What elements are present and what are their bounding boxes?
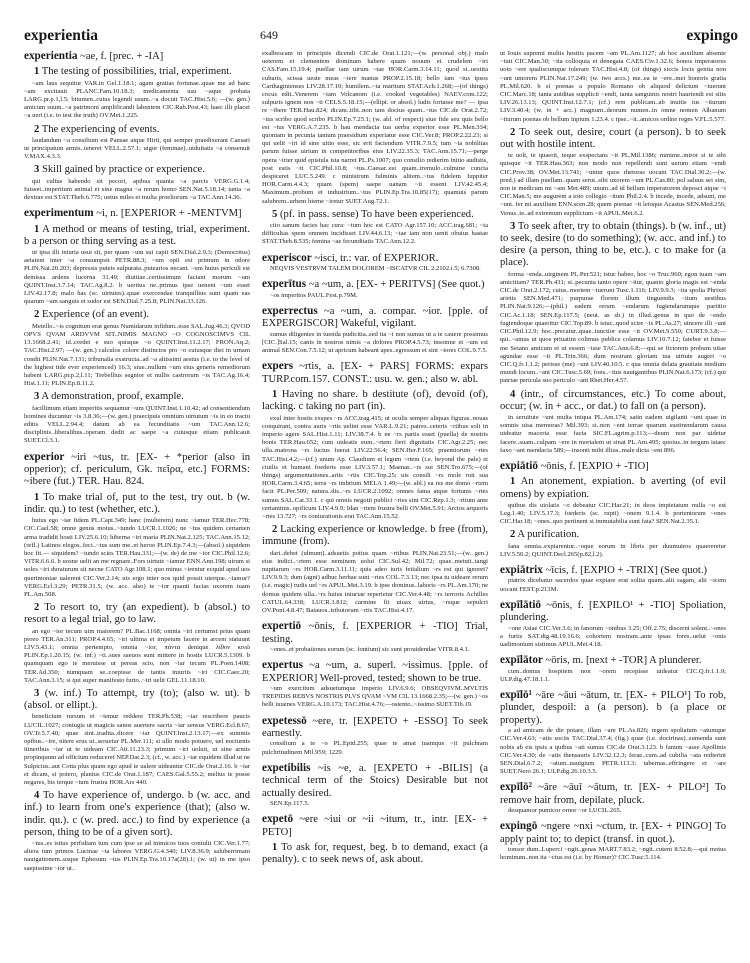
headword: experītus: [262, 278, 307, 291]
entry-head: [24, 50, 250, 63]
definition-text: An atonement, expiation. b averting (of evil omens) by expiation.: [500, 476, 726, 500]
sense-definition: [500, 529, 726, 541]
citations: Metello..~is cognitum erat genus Numidarum infidum..esse SAL.Jug.46.3; QVOD OPVS QVAM ARDVVM SIT..NIMIS MAGNO ~O COGNOSCIMVS CIL 13.1668.2.41; id..credet e suo quisque ~o QUINT.Inst.11.2.17; FRON.Aq.2; TAC.Hist.2.97; —(w. gen.) calculos colore distinctos pro ~o cuiusque diei in urnam condit PLIN.Nat.7.131; tribunalia exstructa..ad ~a altissimi aestus (i.e. to the level of the highest tide ever experienced) 16.3; siue..nullum ~um eius generis remediorum habent LARG.pr.p.2,l.11; Trebellius segnior et nullis castrorum ~is TAC.Ag.16.4; Hist.1.11; PLIN.Ep.8.11.2.: [24, 322, 250, 388]
sense-definition: [24, 602, 250, 626]
sense-definition: [262, 389, 488, 413]
definition-text: Lacking experience or knowledge. b free (from), immune (from).: [262, 524, 488, 548]
left-guide-word: experientia: [24, 27, 99, 44]
grammar-info: ~iri ~tus, tr. [EX- + *perior (also in opperior); cf. periculum, Gk. πεῖρα, etc.] FORMS: ~ibere (fut.) TER. Hau. 824.: [24, 451, 250, 488]
definition-text: A purification.: [517, 529, 580, 541]
sense-number: 3: [34, 164, 40, 176]
sense-definition: [500, 127, 726, 151]
entry-head: [24, 207, 250, 220]
citations: a ad amicam de die potare, illam ~are PL.As.826; regem spoliatum ~atumque CIC.Ver.4.63; ~atis sociis TAC.Dial.37.4; (fig.) quae (i.e. doctrinas)..sumenda sunt nobis ab eis ipsis a quibus ~ati sumus CIC.de Orat.3.123. b fanum ~asse Apollinis CIC.Ver.4.30; de ~atis thensauris LIV.32.12.3; ferae..cum..ad cubilia ~ata redierint SEN.Dial.6.7.2; ~atum..nauigium PETR.113.3; tabernas..effringere et ~are SUET.Nero 26.1; ULP.dig.26.10.3.5.: [500, 727, 726, 776]
definition-text: (intr., of circumstances, etc.) To come about, occur; (w. in + acc., or dat.) to fall on (a person).: [500, 388, 726, 412]
citations: fana omnia..expiarentur..~oque eorum in libris per duumuiros quaereretur LIV.5.50.2; QUINT.Decl.265(p.82,l.2).: [500, 542, 726, 558]
page-number: 649: [260, 28, 278, 42]
dictionary-entry: [500, 654, 726, 684]
grammar-info: ~ōris, m. [next + -TOR] A plunderer.: [545, 655, 702, 667]
sense-definition: [262, 524, 488, 548]
dictionary-entry: [24, 207, 250, 445]
sense-number: 1: [34, 66, 40, 78]
column-left: [24, 50, 250, 963]
definition-text: To have experience of, undergo. b (w. acc. and inf.) to learn from one's experience (that); (also w. indir. qu.). c (w. pred. acc.) to find by experience (a person, thing to be of a given sort).: [24, 790, 250, 838]
citations: facillimum etiam imperitis sequamur ~um QUINT.Inst.1.10.42; ad consentiendum homines ducuntur ~is 3.8.36;—(w. gen.) praecipuis omnium uirtutum ~is in eo tractu editis VELL.2.94.4; datum ab ea fecunditatis ~um TAC.Ann.12.6; disciplinis..liberalibus..operam dedit ac saepe ~a cuiusque etiam publicauit SUET.Cl.3.1.: [24, 404, 250, 445]
definition-text: Having no share. b destitute (of), devoid (of), lacking. c taking no part (in).: [262, 389, 488, 413]
headword: expertiō: [262, 620, 302, 633]
entry-head: [262, 278, 488, 291]
headword: experiscor: [262, 251, 312, 264]
sense-definition: [262, 842, 488, 866]
sense-definition: [24, 492, 250, 516]
definition-text: To seek after, try to obtain (things). b (w. inf., ut) to seek, desire (to do something); (w. acc. and inf.) to desire (a person, thing to be, etc.). c to make for (a place).: [500, 220, 726, 269]
grammar-info: ~ōnis, f. [EXPILO¹ + -TIO] Spoliation, plundering.: [500, 599, 726, 624]
definition-text: A method or means of testing, trial, experiment. b a person or thing serving as a test.: [24, 223, 250, 247]
entry-continuation: [262, 50, 488, 247]
entry-head: [500, 599, 726, 625]
definition-text: To ask for, request, beg. b to demand, exact (a penalty). c to seek news of, ask about.: [262, 842, 488, 866]
headword: experrectus: [262, 304, 318, 317]
citations: ~one Asiae CIC.Ver.3.6; in fanorum ~onibus 3.25; Off.2.75; discerni solent..~ones a furtis SAT.dig.48.19.16.6; cohortem nostram..ante ipsas fores..uelut ~onis uadimonium sistimus APUL.Met.4.18.: [500, 624, 726, 648]
citations: ~os imperitos PAUL.Fest.p.79M.: [270, 291, 358, 299]
dictionary-entry: [24, 50, 250, 202]
dictionary-entry: [500, 820, 726, 862]
sense-number: 2: [510, 126, 516, 138]
dictionary-entry: [262, 278, 488, 300]
headword: expetō: [262, 813, 294, 826]
entry-head: [262, 715, 488, 741]
grammar-info: ~āre ~āui ~ātum, tr. [EX- + PILO¹] To rob, plunder, despoil: a (a person). b (a place or property).: [500, 690, 726, 726]
definition-text: To make trial of, put to the test, try out. b (w. indir. qu.) to test (whether, etc.).: [24, 491, 250, 515]
definition-text: (pf. in pass. sense) To have been experienced.: [279, 208, 474, 220]
sense-number: 1: [272, 389, 278, 401]
citations: beneficium rursum ei ~iemur reddere TER.Ph.538; ~iar rescribere paucis LUCIL.1027; coniugis ut magicis sanos auertere sacris ~iar sensus VERG.Ecl.8.67; OV.Tr.5.7.40; quae sint..tradita..dicere ~iar QUINT.Inst.2.13.17;—ex summis opibus..~ire, nitere erus ut..seruetur PL.Mer.111; si ullo modo potuero, uel nocturnis itineribus ~iar ut te uideam CIC.Att.11.23.3; primum ~iri uoluit, ut sine armis propinquum ad officium reduceret NEP.Dat.2.3; (cf., w. acc.) ~iar equidem illud ut ne Sulpicius..aut Cotta plus quam ego apud te ualere uideantur CIC.de Orat.2.16. b ~iar et dicam, si potero, planius CIC.de Orat.1.187; CAES.Gal.5.55.2; melius te posse negares, bis terque ~tum frustra HOR.Ars 440.: [24, 713, 250, 787]
sense-number: 2: [34, 123, 40, 135]
running-head: [24, 27, 738, 47]
headword: experimentum: [24, 207, 94, 220]
citations: laudandum ~a consilium est Pansae atque Hirti, qui semper praedixerant Caesari ut principatum armis..teneret VELL.2.57.1; uigor (feminae)..uiduitatis ~a consenuit V.MAX.4.3.3.: [24, 136, 250, 161]
headword: expīlātor: [500, 654, 543, 667]
citations: exalbescam in principiis dicendi CIC.de Orat.1.121;—(w. personal obj.) malo ueterem et clementem dominum habere quam nouum et crudelem ~iri CAS.Fam.15.19.4; puellae iam uirum ~tae HOR.Carm.3.14.11; quod si..uestita cubaris, scissa ueste meas ~iere manus PROP.2.15.18; bello iam ~tus ipsos Carthaginienses LIV.28.17.10; humilem..~ta maritum STAT.Ach.1.268;—(of things) cocus edit..Venerem ~tam Volcanom (i.e. cooked vegetables) NAEV.com.122; sulpuris ignem non ~ti CELS.5.18.15;—(ellipt. or absol.) ludis fortasse me? — ipsa re ~ibere TER.Hau.824; dicam..tibi..non tam doctus quam..~tus CIC.de Orat.2.72; ~tus scribo quod scribo PLIN.Ep.7.25.1; (w. abl. of respect) siue fide seu quis bello est ~tus VERG.A.7.235. b hau mendacia tua uerba experior esse PL.Men.334; quoniam in pecunia tantum praesidium experiatur esse CIC.Ver.8; PROP.2.22.23; si qui uelit ~iri id sine uitio esse, sic erit faciendum VITR.7.9.5; tum ~ta nobilitas parum fuisse uirium in competitoribus eius LIV.22.35.3; TAC.Ann.15.71;—perge opera ~irier quid epistula ista narret PL.Ps.1007; quo consilio redierim initio audistis, post estis ~ti CIC.Phil.10.8; ~tus..Caesar..est quam..tremulo..culmine cuncta despiceret LUC.5.249. c ministrum fulminis alitem..~tus fidelem Iuppiter HOR.Carm.4.4.3; quam (spem) saepe uanam ~ti essent LIV.42.45.4; Maximum..probum et industrium..~tus PLIN.Ep.Tra.10.85(17); quamuis parum salubrem..urbem hieme ~iretur SUET.Aug.72.1.: [262, 50, 488, 205]
grammar-info: ~ngere ~nxi ~ctum, tr. [EX- + PINGO] To apply paint to; to depict (transf. in quot.).: [500, 821, 726, 845]
citations: huius ego ~iar fidem PL.Capt.349; hanc (mulierem) nunc ~iamur TER.Hec.778; CIC.Cael.58; omne genus motus..~iundo LUCR.1.1026; ne ~tus quidem certamen arma tradidit hosti LIV.25.6.10; hiberna ~iri maria PLIN.Nat.2.125; TAC.Ann.15.12; (refl.) Latinos elegos..feci..~tus sum me..et heroo PLIN.Ep.7.4.3;—(absol.) siquidem hoc fit.— siquidem? ~iundo scies TER.Hau.331;—(w. de) de me ~ior CIC.Phil.12.6; VITR.6.6.6. b uosne uelit an me regnare..Fors uirtute ~iamur ENN.Ann.198; uirum si uoles ~iri duraturum sit necne CATO Agr.108.1; quo minus ~irentur ecquid apud uos querimoniae ualerent CIC.Ver.2.14; uis ergo inter nos quid possit uterque..~iamur? VERG.Ecl.3.29; PETR.31.5; (w. acc. also) te ~ior quanti facias uxorem tuam PL.Am.508.: [24, 517, 250, 598]
citations: piatrix dicebatur sacerdos quae expiare erat solita quam..alii sagam, alii ~icem uocant FEST.p.213M.: [500, 577, 726, 593]
headword: expīlō¹: [500, 689, 532, 702]
citations: ~um exercitum adsuetumque imperio LIV.6.9.6; OBSEQVIVM..MVLTIS TREPIDIS REBVS NOSTRIS PLVS QVAM ~VM CIL 13.1668.2.35;—(w. gen.) ~os belli iuuenes VERG.A.10.173; TAC.Hist.4.76;—ostento..~issimo SUET.Tib.19.: [262, 685, 488, 709]
citations: in seruitute ~unt multa iniqua PL.Am.174; satin eadem uigilanti ~unt quae in somnis uisa memoras? Mil.393; si..non ~ent terrae quarum sustinendarum causa uideatur maceria esse facta SIC.FL.agrim.p.113;—deum non par uidetur facere..suam..culpam ~ere in mortalem ut sinat PL.Am.495; quoius..in tergum istaec faxo ~ant mendacia 589;—insonti mihi illius..male dicta ~ent 896.: [500, 413, 726, 454]
entry-head: [262, 813, 488, 839]
citations: ~am laus sequitur VAR.in Gel.1.18.1; agam gratias fortunae..quae me ad hanc ~am excitauit PLANC.Fam.10.18.3; medicamenta usu ~aque probata LARG.pr.p.1,l.5; bitumen..cuius legendi usum..~a docuit TAC.Hist.5.6; —(w. gen.) amicum suum..~a patrimoni amplificandi labentem CIC.Rab.Post.43; haec illi placet ~a ueri (i.e. to test the truth) OV.Met.1.225.: [24, 79, 250, 120]
citations: cum..domus hospitem non ~orem recepisse uideatur CIC.Q.fr.1.1.9; ULP.dig.47.18.1.1.: [500, 667, 726, 683]
dictionary-entry: [262, 252, 488, 274]
entry-head: [500, 781, 726, 807]
grammar-info: ~a ~um, a. compar. ~ior. [pple. of EXPERGISCOR] Wakeful, vigilant.: [262, 305, 488, 330]
citations: NEQVIS VESTRVM TALEM DOLOREM ~ISCATVR CIL 2.2102.i.5; 6.7308.: [270, 265, 481, 273]
headword: experientia: [24, 50, 78, 62]
dictionary-entry: [500, 599, 726, 649]
columns: [24, 50, 738, 963]
sense-definition: [24, 66, 250, 78]
sense-definition: [500, 221, 726, 270]
sense-definition: [24, 391, 250, 403]
entry-head: [500, 689, 726, 727]
headword: expertus: [262, 659, 304, 672]
dictionary-entry: [500, 689, 726, 776]
citations: sumus diligentes in tuenda pudicitia..sed ita ~i non sumus ut a te cauere possimus [CIC.]Sal.15; canis in nostros nimis ~a dolores PROP.4.5.73; insomne et ~um est animal SEN.Con.7.5.12; ut apricum habeant apes..egressum et sint ~iores COL.9.7.5.: [262, 330, 488, 355]
citations: ~ones..et probationes eorum (sc. fontium) sic sunt prouidendae VITR.8.4.1.: [270, 646, 470, 654]
sense-definition: [24, 164, 250, 176]
entry-head: [262, 659, 488, 685]
sense-definition: [24, 124, 250, 136]
grammar-info: ~is ~e, a. [EXPETO + -BILIS] (a technical term of the Stoics) Desirable but not actually desired.: [262, 762, 488, 799]
sense-definition: [262, 209, 488, 221]
sense-definition: [24, 688, 250, 712]
dictionary-entry: [24, 451, 250, 873]
headword: expīlātiō: [500, 598, 542, 611]
sense-number: 1: [272, 842, 278, 854]
definition-text: To seek out, desire, court (a person). b to seek out with hostile intent.: [500, 126, 726, 151]
grammar-info: ~āre ~āuī ~ātum, tr. [EX- + PILO²] To remove hair from, depilate, pluck.: [500, 782, 726, 806]
sense-number: 4: [510, 388, 516, 400]
sense-definition: [24, 790, 250, 839]
sense-number: 3: [34, 391, 40, 403]
entry-head: [262, 620, 488, 646]
definition-text: To resort to, try (an expedient). b (absol.) to resort to a legal trial, go to law.: [24, 602, 250, 626]
entry-head: [24, 451, 250, 489]
headword: expers: [262, 360, 294, 373]
sense-number: 1: [34, 223, 40, 235]
sense-definition: [24, 224, 250, 248]
sense-definition: [24, 309, 250, 321]
citations: tonsor dum..Luperci ~ngit..genas MART.7.83.2; ~ngit..cutem 8.52.8;—qui motus hominum..non ita ~ctus est (i.e. by Homer)? CIC.Tusc.5.114.: [500, 846, 726, 862]
definition-text: Skill gained by practice or experience.: [41, 164, 205, 176]
dictionary-entry: [262, 305, 488, 355]
entry-head: [262, 360, 488, 386]
citations: forma ~enda..uirginem PL.Per.521; istuc habeo, hoc ~o Truc.960; egon tuam ~am amicitiam? TER.Ph.431; si..pecunia tanto opere ~itur, quanto gloria magis est ~enda CIC.de Orat.2.172; cuius..mortem ~iuerunt Tusc.1.116; LIV.9.9.3; ~ita spolia Phrixei arietis SEN.Med.471; purpurae florem illum tinguendis ~itum uestibus PLIN.Nat.9.126;—(phil.) eadem rerum ~endarum fugiendarumque partitio CIC.Ac.1.18; SEN.Ep.117.5; (neut. as sb.) in illud..genus in quo de ~endo fugiendoque quaeritur CIC.Top.89. b istuc..quod scire ~is PL.As.27; uincere illi ~unt CIC.Phil.12.9; hoc..precatur..quae..iunctior esse ~it OV.Met.9.550; CURT.9.3.8;—qui..~amus ut quos priuatim colimus publice colamus LIV.10.7.12; fatebor et fuisse me Seiano amicum et ut essem ~isse TAC.Ann.6.8;—qui se fictorem probum uitae agundae esse ~it PL.Trin.366; dum nostram gloriam tua uirtute augeri ~o CIC.Q.fr.1.1.2; perisse (me) ~unt LIV.40.10.5. c qua omnia delata grauitate medium mundi locum..~ant CIC.Tusc.5.69; fons..~itus nauigantibus PLIN.Nat.6.173; (cf.) qui patriae pericula suo periculo ~ant Rhet.Her.4.57.: [500, 270, 726, 385]
dictionary-entry: [262, 715, 488, 757]
grammar-info: ~rtis, a. [EX- + PARS] FORMS: expars TURP.com.157. CONST.: usu. w. gen.; also w. abl.: [262, 361, 488, 385]
citations: te uolt, te quaerit, teque exspectans ~it PL.Mil.1386; minime..miror si te sibi quisque ~it TER.Hau.363; non modo non repellendi sunt uerum etiam ~endi CIC.Prov.38; OV.Met.13.741; ~untur quos rhetoras uocant TAC.Dial.30.2;—(w. pred.) ad illam puellam..quam serui..sibi uxorem ~unt PL.Cas.80; pol saluus sei sim, non te medicum mi ~am Mer.489; unum..ad id bellum imperatorem deposci atque ~i CIC.Man.5; me augurem a toto collegio ~itum Phil.2.4. b incede, incede, adsunt, me ~unt. fer mi auxilium ENN.scen.28; quem poenae ~it letoque Acastus SEN.Med.256; Venus..te..ad extremum supplicium ~it APUL.Met.6.2.: [500, 152, 726, 217]
citations: cito sanum facies hac cura: ~tum hoc est CATO Agr.157.10; ACC.trag.681; ~ta difficultas spem omnem incidisset LIV.44.6.13; ~tae iam non uenit obuius hastae STAT.Theb.8.535; femina ~ae fecunditatis TAC.Ann.12.2.: [262, 222, 488, 246]
grammar-info: ~isci, tr.: var. of EXPERIOR.: [314, 252, 439, 264]
definition-text: A demonstration, proof, example.: [41, 391, 184, 403]
citations: exul inter hostis exspes ~rs ACC.trag.415; ut oculis semper aliquas figuras..nouas conquirant, contra auris ~rtis uelint esse VAR.L.9.21; patres..ceteris ~rtibus soli in imperio agere SAL.Hist.1.11; LIV.38.7.4. b ne ~rs partis esset (puella) de nostris bonis TER.Hau.652; cum uideatis eum..~rtem fieri dignitatis CIC.Agr.2.25; nec ulla..matrona ~rs luctus fuerat LIV.22.56.4; SEN.Her.F.165; praemiorum ~rtes TAC.Hist.4.2;—(cf.) unum Ap. Claudium et legum ~rtem (i.e. beyond the pale) et ciuilis et humani foederis esse LIV.3.57.1; Maenas..~rs sui SEN.Tro.675;—(of things) argumentationes..artis ~rtis CIC.Top.25; uis consili ~rs mole ruit sua HOR.Carm.3.4.65; terra ~rs imbrium MELA 1.49;—(w. abl.) ea res me domo ~rtem facit PL.Per.509; natura..dis..~rs LUCR.2.1092; omnes fama atque fortunis ~rtes sumus SAL.Cat.33.1. c qui omnis negotii publici ~rtes sint CIC.Rep.1.3; ~rtium ante certaminis..opificum LIV.4.9.9; Idan ~rtem frustra belli OV.Met.5.91; Arctos arquoris ~rtes 13.727; ~rs coniurationis erat TAC.Ann.15.52.: [262, 414, 488, 520]
entry-continuation: [500, 50, 726, 455]
grammar-info: ~ae, f. [prec. + -IA]: [80, 51, 164, 62]
column-right: [500, 50, 726, 963]
grammar-info: ~ōnis, f. [EXPIO + -TIO]: [540, 460, 649, 472]
sense-number: 5: [272, 208, 278, 220]
sense-number: 4: [34, 790, 40, 802]
grammar-info: ~ere ~iui or ~ii ~itum, tr., intr. [EX- + PETO]: [262, 814, 488, 838]
grammar-info: ~a ~um, a. superl. ~issimus. [pple. of EXPERIOR] Well-proved, tested; shown to be true.: [262, 660, 488, 684]
headword: expingō: [500, 820, 538, 833]
entry-head: [262, 252, 488, 265]
grammar-info: ~īcis, f. [EXPIO + -TRIX] (See quot.): [545, 564, 708, 576]
sense-definition: [500, 389, 726, 413]
definition-text: The testing of possibilities, trial, experiment.: [41, 66, 232, 78]
definition-text: The experiencing of events.: [41, 123, 160, 135]
right-guide-word: expingo: [686, 27, 738, 44]
dictionary-entry: [262, 360, 488, 615]
headword: expetessō: [262, 714, 307, 727]
entry-head: [500, 460, 726, 473]
column-middle: [262, 50, 488, 963]
sense-number: 2: [272, 524, 278, 536]
citations: an ego ~ior tecum uim maiorem? PL.Bac.1168; omnia ~iri certumst prius quam pereo TER.An.311; PROP.4.4.65; ~iri ultima et impetum facere in arcem statuunt LIV.5.43.1; omnia pertempto, omnia ~ior, πάντα denique λίθον κινῶ PLIN.Ep.1.20.15; (w. inf.) ~ti..sues saeuos sunt mittere in hostis LUCR.5.1309. b quamquam ego te meruisse ut pereas scio, non ~iar tecum PL.Poen.1408; TER.Ad.350; numquam se..coepisse de tantis iniuriis ~iri CIC.Caec.20; TAC.Ann.3.15; si qui super manifesto furto..~iri uelit GEL.11.18.10.: [24, 627, 250, 684]
citations: quibus dis uiolatis ~o debeatur CIC.Har.21; in deos impietatum nulla ~o est Leg.1.40; LIV.5.17.3; foederis (sc. rupti) ~onem 9.1.4. b portentorum ~ones CIC.Har.18; ~ones..quo pertinent si immutabilia sunt fata? SEN.Nat.2.35.1.: [500, 501, 726, 526]
dictionary-entry: [262, 762, 488, 808]
grammar-info: ~i, n. [EXPERIOR + -MENTVM]: [96, 208, 242, 220]
sense-number: 1: [510, 476, 516, 488]
dictionary-entry: [262, 659, 488, 709]
headword: expetibilis: [262, 761, 311, 774]
dictionary-entry: [500, 564, 726, 594]
dictionary-entry: [262, 620, 488, 654]
dictionary-entry: [500, 460, 726, 559]
headword: experior: [24, 450, 65, 463]
grammar-info: ~a ~um, a. [EX- + PERITVS] (See quot.): [308, 279, 485, 291]
entry-head: [500, 654, 726, 667]
citations: SEN.Ep.117.5.: [270, 800, 310, 808]
dictionary-entry: [262, 813, 488, 866]
citations: consilium a te ~o PL.Epid.255; quae te amat tuamque ~it pulchram pulchritudinem Mil.959; 1229.: [262, 740, 488, 756]
grammar-info: ~ōnis, f. [EXPERIOR + -TIO] Trial, testing.: [262, 621, 488, 645]
citations: qui cultus habendo sit pecori, apibus quanta ~a parcis VERG.G.1.4; fuisset..imperitum animal et sine magna ~a rerum homo SEN.Nat.5.18.14; tanta ~a dextrae est STAT.Theb.6.775; uetus miles et multa proeliorum ~a TAC.Ann.14.36.: [24, 177, 250, 202]
definition-text: Experience (of an event).: [41, 309, 150, 321]
headword: expiātiō: [500, 459, 538, 472]
citations: ~tus..es istius perfidiam tum cum ipse se ad inimicos tuos contulit CIC.Ver.1.77; altera tum primos Lucinae ~ta labores VERG.G.4.340; LIV.8.36.9; saluberrimam nauigationem..usque Ephesum ~tus PLIN.Ep.Tra.10.17a(28).1; (w. ut) in me ipso saepissime ~ior ut..: [24, 840, 250, 872]
entry-head: [262, 305, 488, 331]
sense-number: 3: [34, 688, 40, 700]
dictionary-entry: [500, 781, 726, 815]
definition-text: (w. inf.) To attempt, try (to); (also w. ut). b (absol. or ellipt.).: [24, 688, 250, 712]
sense-definition: [500, 476, 726, 500]
citations: dari..debet (ulmum)..adsuetis potius quam ~rtibus PLIN.Nat.23.51;—(w. gen.) eius indici..~rtem esse neminem uolui CIC.Sul.42; Mil.72; quae..metuit..tangi nuptiarum ~rs HOR.Carm.3.11.11; quis adeo iuris fetialium ~rs est qui ignoret? LIV.9.9.3; dum (agni) adhuc herbae sunt ~rtes COL.7.3.13; nec ipsa tu uideare rerum (i.e. magic) rudis uel ~rs APUL.Met.3.19. b ipse dominus..laboris ~rs PL.Am.170; ne domus quidem ulla..~rs huius iniuriae reperietur CIC.Ver.4.48; ~rs terroris Achilles CATUL.64.338; LUCR.3.812; carmine fit uiuax uirtus, ~rsque sepulcri OV.Pont.4.8.47; Batauos..tributorum ~rtis TAC.Hist.4.17.: [262, 549, 488, 614]
sense-number: 2: [510, 529, 516, 541]
citations: ut ipsa illi iniuria usui sit, per quam ~um sui capit SEN.Dial.2.9.3; (Democritus) aetatem inter ~a consumpsit PETR.88.3; ~um opii est primum in odore PLIN.Nat.20.203; depressis puteis sulpurata..putearios necant. ~um huius periculi est demissa ardens lucerna 31.49; diuitiae..certissimum faciant morum ~um QUINT.Inst.3.7.14; TAC.Ag.8.2. b ueritus ne..primus ipse ueneni ~um esset LIV.42.17.8; malo has (sc. uirtutes)..quae exercendae tranquillius sunt quam eas quarum ~um sanguis et sudor est SEN.Dial.7.25.8; PLIN.Nat.33.126.: [24, 249, 250, 306]
headword: expiātrix: [500, 563, 543, 576]
entry-head: [500, 820, 726, 846]
citations: ut Iouis supremi multis hostiis pacem ~am PL.Am.1127; ab hoc auxilium absente ~iuit CIC.Man.30; ~ita colloquia et denegata CAES.Civ.1.32.6; bonos imperatores uoto ~ere qualiscumque tolerare TAC.Hist.4.8; (of things) siccis locis genita non ~unt umorem PLIN.Nat.17.249; (w. two accs.) me..ea te ~ere..mei honoris gratia PL.Mil.620. b si poenas a populo Romano ob aliquod delictum ~iuerunt CIC.Marc.18; tanta auiditas supplicii ~endi, tanta sanguinis nostri hauriendi est sitis LIV.26.13.13; QUINT.Inst.12.7.1; (cf.) rem publicam..ab inuitis ius ~iturum LIV.3.40.4; (w. in + acc.) magnum..deorum numen..in omne nomen Albanum ~iturum poenas ob bellum inpium 1.23.4. c ipse..~it..amicos ordine reges V.FL.5.577.: [500, 50, 726, 123]
sense-number: 2: [34, 309, 40, 321]
grammar-info: ~ere, tr. [EXPETO + -ESSO] To seek earnestly.: [262, 715, 488, 740]
sense-number: 3: [510, 220, 516, 232]
headword: expīlō²: [500, 781, 532, 794]
entry-head: [262, 762, 488, 800]
entry-head: [500, 564, 726, 577]
sense-number: 2: [34, 602, 40, 614]
sense-number: 1: [34, 491, 40, 503]
citations: desquamor pumicor ornor ~or LUCIL.265.: [508, 807, 622, 815]
